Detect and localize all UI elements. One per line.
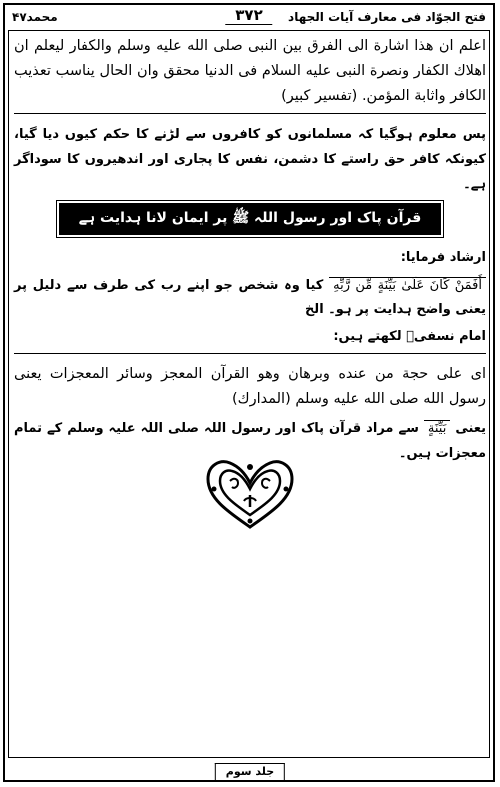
book-title: فتح الجوّاد فی معارف آیات الجهاد — [288, 10, 486, 24]
heart-ornament-icon — [200, 455, 300, 535]
section-heading-wrap — [14, 203, 486, 235]
page-number: ۳۷۲ — [225, 6, 272, 25]
divider — [14, 353, 486, 354]
ayah-translation: کیا وہ شخص جو اپنے رب کی طرف سے دلیل پر یعنی واضح ہدایت پر ہو۔ الخ — [14, 278, 486, 317]
urdu-paragraph-2-rest: سے مراد قرآن پاک اور رسول اللہ صلی اللہ علیہ وسلم کے تمام معجزات ہیں۔ — [14, 421, 486, 461]
section-heading-banner: قرآن پاک اور رسول اللہ ﷺ پر ایمان لانا ہدایت ہے — [59, 203, 442, 235]
urdu-paragraph-2-prefix: یعنی — [455, 421, 487, 436]
ayah-line — [14, 274, 486, 322]
page-content — [14, 34, 486, 470]
quran-ayah: أَفَمَنْ كَانَ عَلَىٰ بَيِّنَةٍ مِّن رَّبِّهِ — [329, 277, 486, 293]
arabic-paragraph-1: اعلم ان هذا اشارة الى الفرق بين النبى صلى الله عليه وسلم والكفار ليعلم ان اهلاك الكفار ونصرة النبى عليه السلام فى الدنيا محقق وان الحال يناسب تعذيب الكافر واثابة المؤمن. (تفسیر کبیر) — [14, 38, 486, 104]
urdu-paragraph-1: پس معلوم ہوگیا کہ مسلمانوں کو کافروں سے لڑنے کا حکم کیوں دیا گیا، کیونکہ کافر حق راستے کا دشمن، نفس کا پجاری اور اندھیروں کا سوداگر ہے۔ — [14, 127, 486, 192]
arabic-paragraph-2: اى على حجة من عنده وبرهان وهو القرآن المعجز وسائر المعجزات يعنى رسول الله صلى الله عليه وسلم (المدارك) — [14, 366, 486, 407]
volume-footer: جلد سوم — [215, 763, 285, 780]
nasafi-label: امام نسفیؒ لکھتے ہیں: — [333, 329, 486, 344]
irshad-label: ارشاد فرمایا: — [400, 250, 486, 265]
quran-word: بَيِّنَةٍ — [424, 420, 450, 436]
running-header — [8, 6, 490, 28]
divider — [14, 113, 486, 114]
chapter-label: محمد۴۷ — [12, 10, 58, 24]
